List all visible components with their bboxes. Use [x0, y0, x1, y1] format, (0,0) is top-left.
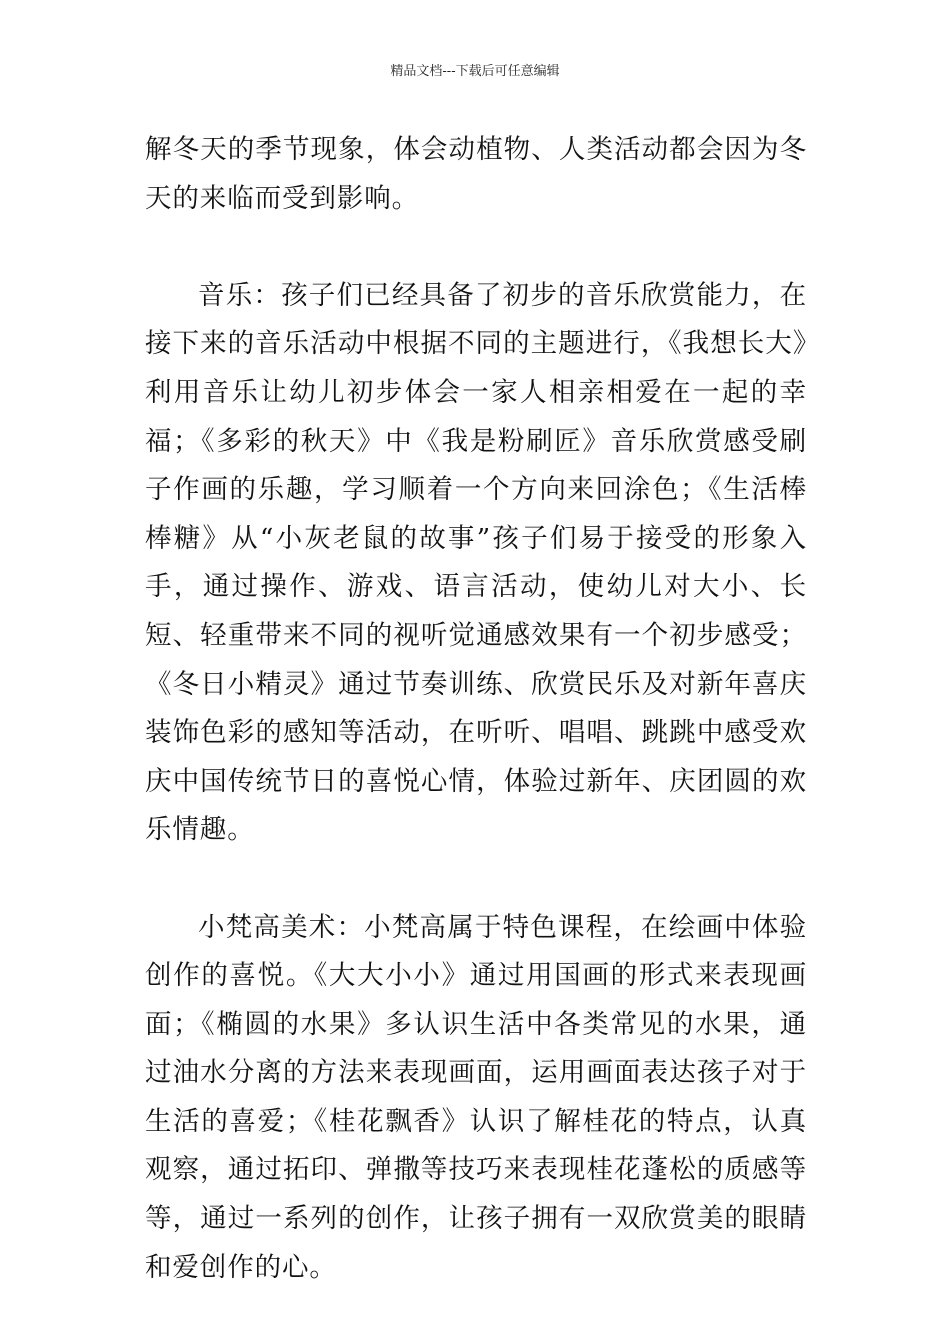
paragraph-spacer	[145, 223, 807, 272]
document-body	[145, 126, 807, 1292]
paragraph-art: 小梵高美术：小梵高属于特色课程，在绘画中体验创作的喜悦。《大大小小》通过用国画的形式来表现画面；《椭圆的水果》多认识生活中各类常见的水果，通过油水分离的方法来表现画面，运用画面表达孩子对于生活的喜爱；《桂花飘香》认识了解桂花的特点，认真观察，通过拓印、弹撒等技巧来表现桂花蓬松的质感等等，通过一系列的创作，让孩子拥有一双欣赏美的眼睛和爱创作的心。	[145, 911, 807, 1283]
paragraph-music: 音乐：孩子们已经具备了初步的音乐欣赏能力，在接下来的音乐活动中根据不同的主题进行，《我想长大》利用音乐让幼儿初步体会一家人相亲相爱在一起的幸福；《多彩的秋天》中《我是粉刷匠》音乐欣赏感受刷子作画的乐趣，学习顺着一个方向来回涂色；《生活棒棒糖》从“小灰老鼠的故事”孩子们易于接受的形象入手，通过操作、游戏、语言活动，使幼儿对大小、长短、轻重带来不同的视听觉通感效果有一个初步感受；《冬日小精灵》通过节奏训练、欣赏民乐及对新年喜庆装饰色彩的感知等活动，在听听、唱唱、跳跳中感受欢庆中国传统节日的喜悦心情，体验过新年、庆团圆的欢乐情趣。	[145, 279, 807, 846]
paragraph-spacer	[145, 855, 807, 904]
page-header: 精品文档---下载后可任意编辑	[390, 64, 560, 79]
paragraph-winter-continuation: 解冬天的季节现象，体会动植物、人类活动都会因为冬天的来临而受到影响。	[145, 134, 807, 214]
